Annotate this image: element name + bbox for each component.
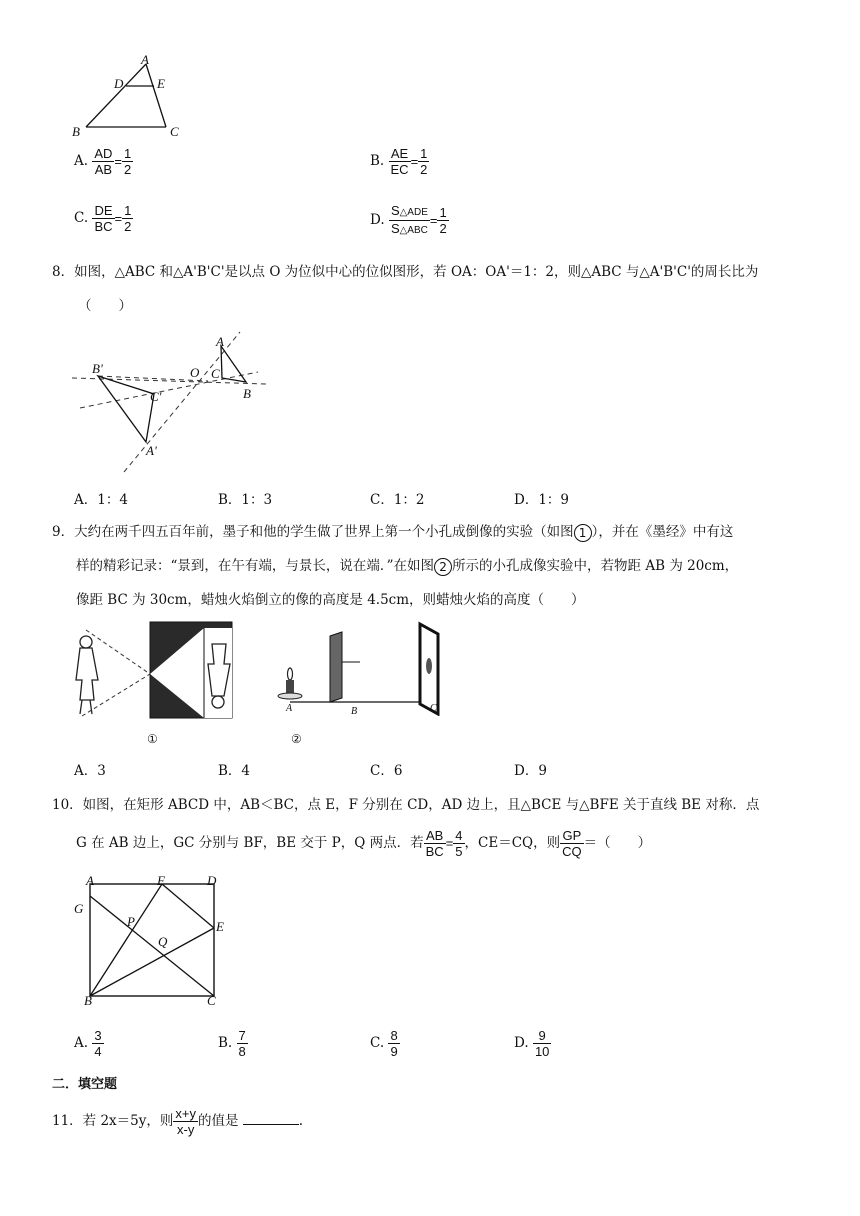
fraction — [389, 146, 411, 177]
denominator: x-y — [177, 1122, 195, 1137]
option-prefix: B. — [370, 153, 385, 169]
option-prefix: A. — [74, 153, 89, 169]
denominator: 2 — [124, 219, 132, 234]
numerator: 1 — [124, 203, 132, 218]
denominator: 9 — [390, 1044, 398, 1059]
denominator: EC — [390, 162, 409, 177]
circled-number: 1 — [574, 524, 592, 542]
q9-option-d: D．9 — [514, 763, 547, 779]
q9-question-line-3: 像距 BC 为 30cm，蜡烛火焰倒立的像的高度是 4.5cm，则蜡烛火焰的高度（ ） — [76, 592, 585, 608]
option-prefix: B. — [218, 1035, 233, 1051]
denominator: 4 — [94, 1044, 102, 1059]
text: 11．若 2x＝5y，则 — [52, 1113, 174, 1129]
fraction — [92, 146, 114, 177]
numerator: 8 — [390, 1028, 398, 1043]
q10-label-p: P — [127, 914, 135, 929]
fraction — [122, 203, 133, 234]
q11-question — [52, 1104, 303, 1138]
q10-option-b — [218, 1028, 248, 1059]
denominator: BC — [94, 219, 113, 234]
q9-question-line-2 — [76, 556, 738, 576]
q10-option-d — [514, 1028, 551, 1059]
numerator: AE — [389, 146, 411, 162]
q10-option-a — [74, 1028, 104, 1059]
equals: = — [114, 154, 122, 169]
subscript: △ABC — [399, 225, 428, 236]
fraction — [173, 1106, 198, 1137]
equals: = — [429, 213, 438, 228]
q8-option-d: D．1：9 — [514, 492, 570, 508]
q7-triangle-figure — [60, 48, 200, 144]
q10-label-a: A — [86, 873, 94, 888]
q7-label-c: C — [170, 124, 179, 139]
q8-label-c: C — [211, 366, 220, 381]
option-prefix: D. — [370, 212, 385, 228]
numerator: 1 — [439, 205, 447, 220]
q8-label-c-prime: C' — [150, 389, 162, 404]
ratio-fraction — [424, 828, 446, 859]
q7-label-a: A — [141, 52, 149, 67]
q7-option-c — [74, 203, 133, 234]
denominator: 2 — [420, 162, 428, 177]
area-symbol: S — [390, 203, 400, 218]
q9-label-c: C — [430, 703, 437, 714]
denominator: CQ — [562, 844, 582, 859]
q9-option-b: B．4 — [218, 763, 251, 779]
numerator: 1 — [124, 146, 132, 161]
text: 9．大约在两千四五百年前，墨子和他的学生做了世界上第一个小孔成倒像的实验（如图 — [52, 524, 574, 540]
q9-candle-experiment-figure — [268, 620, 458, 716]
text: . — [298, 1113, 304, 1129]
q8-question-paren: （ ） — [78, 298, 132, 314]
q7-option-d — [370, 203, 449, 238]
denominator: 10 — [534, 1044, 550, 1059]
denominator: 5 — [455, 844, 463, 859]
q7-label-e: E — [157, 76, 165, 91]
text: G 在 AB 边上，GC 分别与 BF，BE 交于 P，Q 两点．若 — [76, 835, 424, 851]
section-heading-fill-in-blank: 二．填空题 — [52, 1077, 118, 1092]
q9-option-c: C．6 — [370, 763, 403, 779]
option-prefix: A. — [74, 1035, 89, 1051]
text: ＝（ ） — [583, 835, 652, 851]
q9-label-b: B — [351, 706, 358, 717]
equals: = — [410, 154, 419, 169]
option-prefix: D. — [514, 1035, 529, 1051]
numerator — [389, 203, 430, 221]
fraction — [533, 1028, 551, 1059]
text: ），并在《墨经》中有这 — [591, 524, 734, 540]
fraction — [389, 203, 430, 238]
answer-blank[interactable] — [243, 1112, 299, 1125]
q8-option-b: B．1：3 — [218, 492, 273, 508]
q10-option-c — [370, 1028, 400, 1059]
denominator: 8 — [238, 1044, 246, 1059]
numerator: 9 — [533, 1028, 551, 1044]
text: 样的精彩记录：“景到，在午有端，与景长，说在端．”在如图 — [76, 558, 435, 574]
fraction — [122, 146, 133, 177]
q8-label-b: B — [243, 386, 251, 401]
fraction — [92, 1028, 103, 1059]
numerator: 4 — [455, 828, 463, 843]
q9-label-a: A — [286, 703, 293, 714]
option-prefix: C. — [74, 210, 89, 226]
fraction — [437, 205, 448, 236]
ratio-value — [453, 828, 464, 859]
q10-label-q: Q — [158, 934, 168, 949]
denominator: 2 — [124, 162, 132, 177]
q7-option-a — [74, 146, 133, 177]
numerator: 3 — [94, 1028, 102, 1043]
q10-label-c: C — [207, 993, 216, 1008]
option-prefix: C. — [370, 1035, 385, 1051]
text: 的值是 — [197, 1113, 239, 1129]
q8-option-c: C．1：2 — [370, 492, 425, 508]
subscript: △ADE — [399, 207, 428, 218]
q7-label-d: D — [114, 76, 124, 91]
q7-label-b: B — [72, 124, 80, 139]
q10-label-g: G — [74, 901, 84, 916]
denominator: BC — [425, 844, 444, 859]
q8-label-o: O — [190, 365, 200, 380]
numerator: GP — [560, 828, 584, 844]
q7-option-b — [370, 146, 429, 177]
asked-fraction — [560, 828, 584, 859]
numerator: 1 — [420, 146, 428, 161]
fraction — [388, 1028, 399, 1059]
numerator: DE — [94, 203, 113, 218]
numerator: AB — [424, 828, 446, 844]
fraction — [237, 1028, 248, 1059]
q8-option-a: A．1：4 — [74, 492, 128, 508]
text: ，CE＝CQ，则 — [464, 835, 561, 851]
denominator: 2 — [439, 221, 447, 236]
q10-label-f: F — [157, 873, 165, 888]
q10-label-e: E — [216, 919, 224, 934]
q10-question-line-1: 10．如图，在矩形 ABCD 中，AB＜BC，点 E，F 分别在 CD，AD 边上，且△BCE 与△BFE 关于直线 BE 对称．点 — [52, 797, 760, 813]
equals: = — [114, 211, 123, 226]
q9-question-line-1 — [52, 522, 733, 542]
denominator — [389, 221, 430, 238]
denominator: AB — [94, 162, 113, 177]
q9-fig2-caption: ② — [291, 732, 302, 746]
fraction — [92, 203, 114, 234]
numerator: x+y — [175, 1106, 196, 1121]
q8-label-a-prime: A' — [146, 443, 157, 458]
q10-question-line-2: G 在 AB 边上，GC 分别与 BF，BE 交于 P，Q 两点．若 $\frac{AB}{BC}$ = $\frac{4}{5}$ ，CE＝CQ，则 $\frac{GP}{CQ}$ ＝（ ） — [76, 828, 652, 859]
text: 所示的小孔成像实验中，若物距 AB 为 20cm， — [452, 558, 739, 574]
q8-question-text: 8．如图，△ABC 和△A'B'C'是以点 O 为位似中心的位似图形，若 OA：OA'＝1：2，则△ABC 与△A'B'C'的周长比为 — [52, 264, 759, 280]
q10-label-d: D — [207, 873, 217, 888]
q10-label-b: B — [84, 993, 92, 1008]
q9-pinhole-illustration — [68, 620, 238, 720]
fraction — [418, 146, 429, 177]
q8-label-a: A — [216, 334, 224, 349]
q9-option-a: A．3 — [74, 763, 106, 779]
numerator: 7 — [238, 1028, 246, 1043]
q9-fig1-caption: ① — [147, 732, 158, 746]
area-symbol: S — [390, 221, 400, 236]
numerator: AD — [94, 146, 113, 161]
circled-number: 2 — [434, 558, 452, 576]
q8-label-b-prime: B' — [92, 361, 103, 376]
